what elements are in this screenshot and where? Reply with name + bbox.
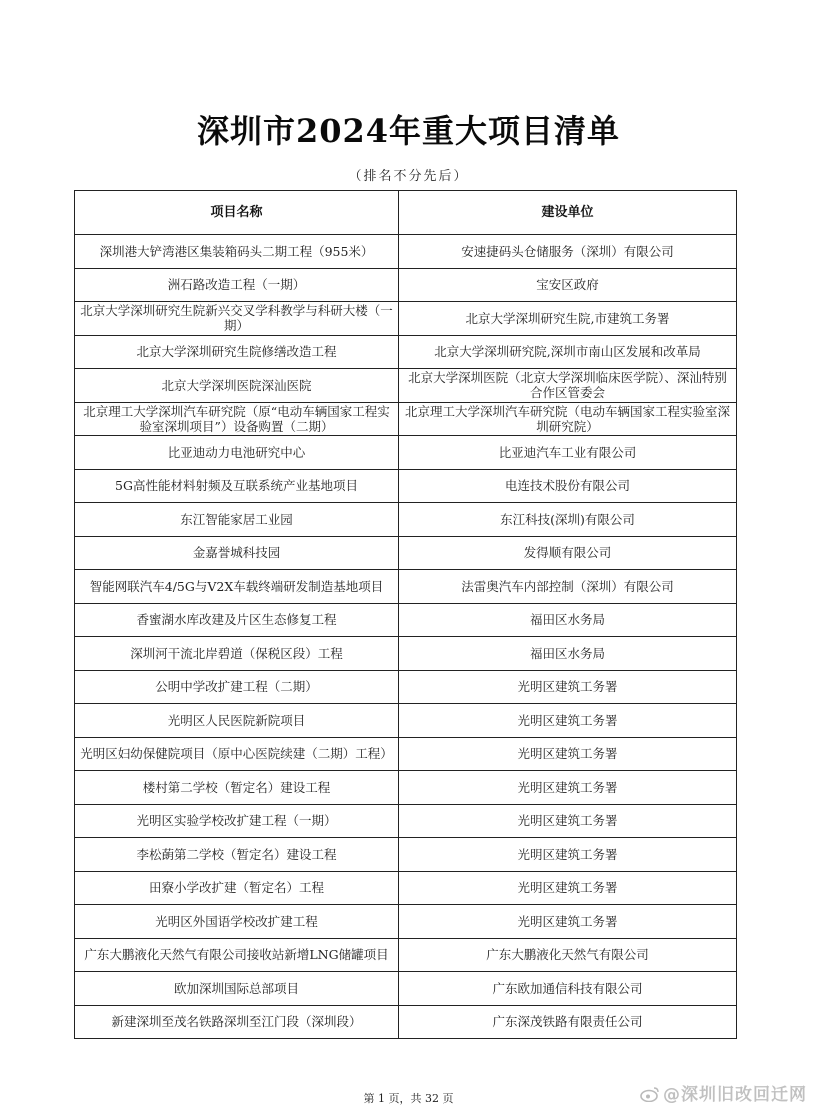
- table-row: [75, 905, 737, 939]
- table-row: [75, 503, 737, 537]
- cell-project-name: 欧加深圳国际总部项目: [75, 972, 399, 1006]
- cell-construction-unit: 光明区建筑工务署: [399, 838, 737, 872]
- table-row: [75, 804, 737, 838]
- cell-project-name: 北京大学深圳研究生院新兴交叉学科教学与科研大楼（一期）: [75, 302, 399, 336]
- cell-project-name: 田寮小学改扩建（暂定名）工程: [75, 871, 399, 905]
- table-row: [75, 235, 737, 269]
- cell-project-name: 北京大学深圳医院深汕医院: [75, 369, 399, 403]
- cell-project-name: 智能网联汽车4/5G与V2X车载终端研发制造基地项目: [75, 570, 399, 604]
- cell-construction-unit: 安速捷码头仓储服务（深圳）有限公司: [399, 235, 737, 269]
- cell-construction-unit: 北京大学深圳研究院,深圳市南山区发展和改革局: [399, 335, 737, 369]
- table-body: [75, 235, 737, 1039]
- watermark-text: @深圳旧改回迁网: [663, 1085, 807, 1105]
- table-row: [75, 1005, 737, 1039]
- cell-construction-unit: 宝安区政府: [399, 268, 737, 302]
- table-row: [75, 436, 737, 470]
- table-row: [75, 972, 737, 1006]
- cell-construction-unit: 光明区建筑工务署: [399, 804, 737, 838]
- cell-project-name: 楼村第二学校（暂定名）建设工程: [75, 771, 399, 805]
- table-row: [75, 536, 737, 570]
- table-row: [75, 302, 737, 336]
- table-row: [75, 603, 737, 637]
- cell-construction-unit: 福田区水务局: [399, 603, 737, 637]
- table-row: [75, 938, 737, 972]
- cell-project-name: 李松蓢第二学校（暂定名）建设工程: [75, 838, 399, 872]
- cell-project-name: 光明区外国语学校改扩建工程: [75, 905, 399, 939]
- cell-construction-unit: 光明区建筑工务署: [399, 871, 737, 905]
- cell-construction-unit: 电连技术股份有限公司: [399, 469, 737, 503]
- cell-project-name: 东江智能家居工业园: [75, 503, 399, 537]
- cell-construction-unit: 光明区建筑工务署: [399, 704, 737, 738]
- cell-construction-unit: 比亚迪汽车工业有限公司: [399, 436, 737, 470]
- header-construction-unit: 建设单位: [399, 191, 737, 235]
- cell-project-name: 公明中学改扩建工程（二期）: [75, 670, 399, 704]
- cell-construction-unit: 东江科技(深圳)有限公司: [399, 503, 737, 537]
- table-row: [75, 737, 737, 771]
- table-row: [75, 704, 737, 738]
- cell-construction-unit: 发得顺有限公司: [399, 536, 737, 570]
- project-table: [74, 190, 737, 1039]
- table-row: [75, 670, 737, 704]
- cell-project-name: 洲石路改造工程（一期）: [75, 268, 399, 302]
- cell-project-name: 光明区人民医院新院项目: [75, 704, 399, 738]
- cell-project-name: 金嘉誉城科技园: [75, 536, 399, 570]
- cell-project-name: 光明区妇幼保健院项目（原中心医院续建（二期）工程）: [75, 737, 399, 771]
- table-row: [75, 838, 737, 872]
- table-row: [75, 570, 737, 604]
- table-row: [75, 335, 737, 369]
- cell-construction-unit: 光明区建筑工务署: [399, 771, 737, 805]
- cell-construction-unit: 北京大学深圳研究生院,市建筑工务署: [399, 302, 737, 336]
- table-row: [75, 402, 737, 436]
- page-subtitle: （排名不分先后）: [348, 169, 469, 184]
- watermark: [640, 1080, 807, 1105]
- cell-construction-unit: 广东大鹏液化天然气有限公司: [399, 938, 737, 972]
- cell-construction-unit: 光明区建筑工务署: [399, 670, 737, 704]
- cell-project-name: 新建深圳至茂名铁路深圳至江门段（深圳段）: [75, 1005, 399, 1039]
- cell-construction-unit: 北京大学深圳医院（北京大学深圳临床医学院）、深汕特别合作区管委会: [399, 369, 737, 403]
- weibo-logo-icon: [640, 1086, 660, 1102]
- table-row: [75, 369, 737, 403]
- cell-project-name: 香蜜湖水库改建及片区生态修复工程: [75, 603, 399, 637]
- table-row: [75, 268, 737, 302]
- cell-construction-unit: 光明区建筑工务署: [399, 737, 737, 771]
- table-header-row: [75, 191, 737, 235]
- table-row: [75, 637, 737, 671]
- cell-construction-unit: 北京理工大学深圳汽车研究院（电动车辆国家工程实验室深圳研究院）: [399, 402, 737, 436]
- header-project-name: 项目名称: [75, 191, 399, 235]
- cell-project-name: 北京理工大学深圳汽车研究院（原“电动车辆国家工程实验室深圳项目”）设备购置（二期）: [75, 402, 399, 436]
- cell-project-name: 广东大鹏液化天然气有限公司接收站新增LNG储罐项目: [75, 938, 399, 972]
- cell-construction-unit: 福田区水务局: [399, 637, 737, 671]
- cell-project-name: 深圳港大铲湾港区集装箱码头二期工程（955米）: [75, 235, 399, 269]
- cell-project-name: 比亚迪动力电池研究中心: [75, 436, 399, 470]
- table-row: [75, 469, 737, 503]
- cell-project-name: 5G高性能材料射频及互联系统产业基地项目: [75, 469, 399, 503]
- page-footer: 第 1 页，共 32 页: [363, 1092, 454, 1105]
- table-row: [75, 771, 737, 805]
- cell-project-name: 深圳河干流北岸碧道（保税区段）工程: [75, 637, 399, 671]
- page-title: 深圳市2024年重大项目清单: [196, 112, 621, 150]
- cell-construction-unit: 光明区建筑工务署: [399, 905, 737, 939]
- cell-construction-unit: 广东欧加通信科技有限公司: [399, 972, 737, 1006]
- cell-project-name: 光明区实验学校改扩建工程（一期）: [75, 804, 399, 838]
- cell-project-name: 北京大学深圳研究生院修缮改造工程: [75, 335, 399, 369]
- cell-construction-unit: 法雷奥汽车内部控制（深圳）有限公司: [399, 570, 737, 604]
- cell-construction-unit: 广东深茂铁路有限责任公司: [399, 1005, 737, 1039]
- table-row: [75, 871, 737, 905]
